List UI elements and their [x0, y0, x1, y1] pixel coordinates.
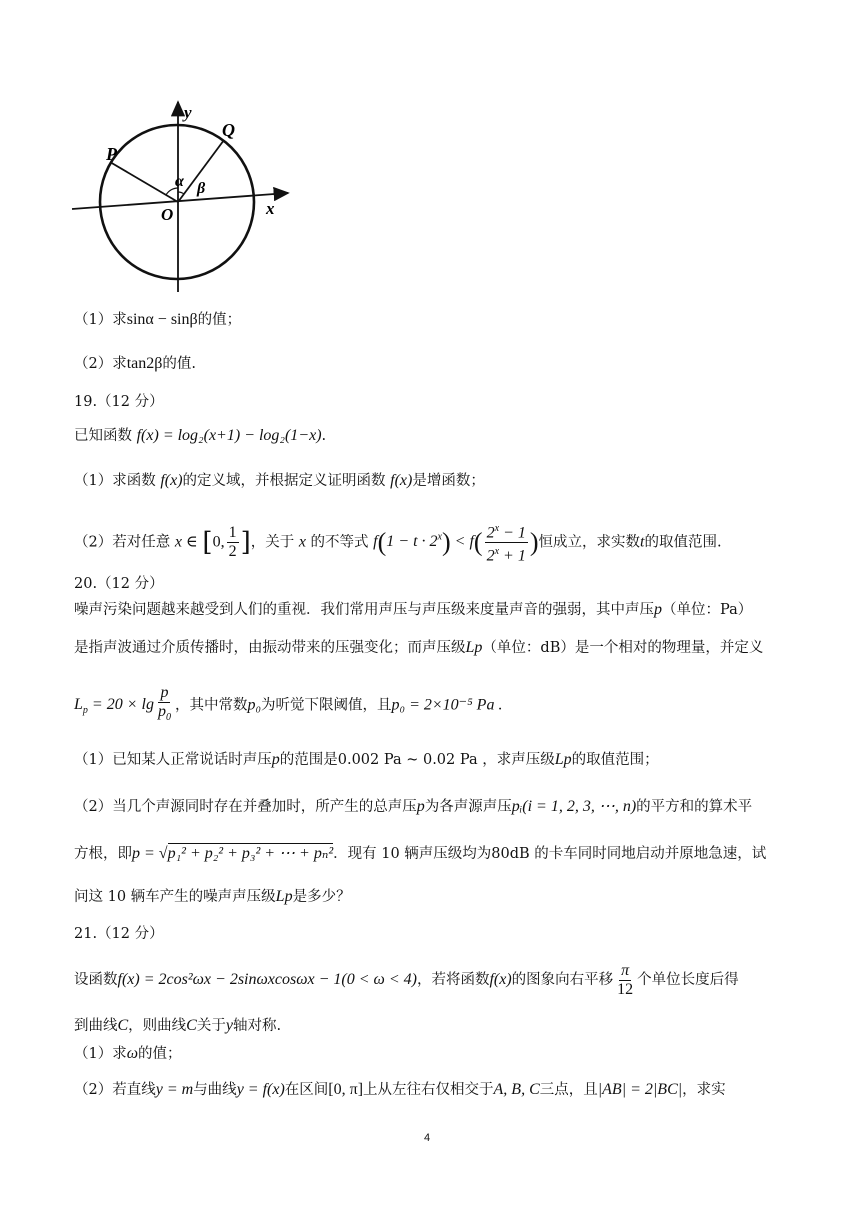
bracket-right: ]: [240, 527, 251, 558]
q19-header: 19.（12 分）: [74, 394, 164, 410]
q20-part2-cont: [74, 844, 766, 864]
q21-p2-text-d: 上从左往右仅相交于: [363, 1082, 494, 1098]
q19-part2: [74, 518, 722, 565]
q21-stem-text-c: 的图象向右平移: [511, 972, 614, 988]
q19-p1-text-a: （1）求函数: [74, 473, 156, 489]
q21-l2-text-c: 关于: [196, 1018, 226, 1034]
q19-stem: [74, 426, 326, 446]
q21-p1-omega: ω: [126, 1045, 139, 1062]
q19-p2-x: x: [298, 533, 306, 551]
q19-stem-suffix: .: [321, 428, 327, 444]
q21-l2-c2: C: [186, 1017, 197, 1034]
q21-p2-text-f: ，求实: [682, 1082, 726, 1098]
q21-stem-text-a: 设函数: [74, 972, 118, 988]
q21-12: 12: [617, 980, 634, 998]
q21-p2-interval: [0, π]: [328, 1081, 364, 1098]
q20-p2-text-c: 的平方和的算术平: [636, 799, 753, 815]
q21-part2: [74, 1080, 726, 1100]
q20-p3-text-a: 方根，即: [74, 846, 132, 862]
q20-p1-p: p: [271, 751, 280, 768]
fraction-half: $\frac{1}{2}$: [228, 523, 237, 560]
radius-op: [110, 162, 178, 202]
q20-l2-text-a: 是指声波通过介质传播时，由振动带来的压强变化；而声压级: [74, 640, 466, 656]
q19-part1: [74, 471, 485, 491]
q20-l3-p0: p₀: [247, 696, 262, 714]
q20-p4-text-b: 是多少？: [292, 889, 351, 905]
q21-p2-text-e: 三点，且: [539, 1082, 598, 1098]
q20-l1-p: p: [654, 601, 662, 618]
q18-part2-expr: tan2β: [126, 355, 163, 372]
q20-p1-text-b: 的范围是0.002 Pa ~ 0.02 Pa ，求声压级: [279, 752, 555, 768]
q20-part2-end: [74, 887, 351, 907]
q21-stem-text-d: 个单位长度后得: [637, 972, 739, 988]
sqrt-sign: √: [158, 845, 168, 862]
q21-header: 21.（12 分）: [74, 926, 164, 942]
q21-stem-text-b: ，若将函数: [416, 972, 490, 988]
q21-p1-text-b: 的值；: [138, 1046, 182, 1062]
q20-l3-p0-value: p₀ = 2×10⁻⁵ Pa .: [391, 696, 503, 714]
q21-p2-text-b: 与曲线: [193, 1082, 237, 1098]
q21-l2-text-b: ，则曲线: [128, 1018, 187, 1034]
label-p: P: [106, 144, 117, 164]
q20-p2-text-a: （2）当几个声源同时存在并叠加时，所产生的总声压: [74, 799, 417, 815]
lp-definition: $L_p = 20 \times \lg$ $\frac{p}{p_0}$: [74, 684, 171, 724]
q20-p2-text-b: 为各声源声压: [424, 799, 512, 815]
q19-p2-text-c: 的不等式: [310, 534, 369, 551]
q21-p1-text-a: （1）求: [74, 1046, 127, 1062]
q20-p1-text-a: （1）已知某人正常说话时声压: [74, 752, 272, 768]
inequality: $f(1 - t \cdot 2^x) < f$( $\frac{2^x - 1}{2^x + 1}$ ): [373, 533, 538, 550]
q20-header: 20.（12 分）: [74, 576, 164, 592]
label-alpha: α: [175, 173, 184, 190]
q19-p1-text-c: 是增函数；: [412, 473, 485, 489]
x-axis: [72, 193, 288, 209]
label-x: x: [266, 199, 275, 218]
q20-l1-text: 噪声污染问题越来越受到人们的重视．我们常用声压与声压级来度量声音的强弱，其中声压: [74, 602, 654, 618]
label-q: Q: [222, 120, 235, 140]
label-y: y: [184, 103, 192, 122]
label-beta: β: [197, 180, 206, 197]
q19-p2-text-d: 恒成立，求实数: [538, 534, 640, 551]
fraction-pi-12: [615, 962, 635, 999]
q18-part1-suffix: 的值；: [197, 312, 242, 328]
q21-stem-fx: f(x): [489, 971, 512, 988]
q20-l2-lp: Lp: [465, 639, 483, 656]
q20-part2: [74, 797, 752, 817]
q18-part2-prefix: （2）求: [74, 356, 127, 372]
q19-p1-fx-2: f(x): [390, 472, 413, 489]
q20-p2-p: p: [416, 798, 425, 815]
q20-p1-lp: Lp: [554, 751, 572, 768]
q19-p1-fx-1: f(x): [160, 472, 183, 489]
q20-l1-unit: （单位：Pa）: [662, 602, 753, 618]
q19-p2-text-a: （2）若对任意: [74, 534, 171, 551]
q18-part1-expr: sinα − sinβ: [126, 311, 198, 328]
q20-p4-text-a: 问这 10 辆车产生的噪声声压级: [74, 889, 276, 905]
q21-p2-condition: |AB| = 2|BC|: [597, 1081, 683, 1098]
q21-function-expr: f(x) = 2cos²ωx − 2sinωxcosωx − 1(0 < ω < 4): [117, 971, 417, 988]
q19-p2-set: x ∈: [174, 533, 198, 551]
interval-zero: 0,: [212, 533, 225, 551]
q20-line3: [74, 684, 502, 731]
q18-part1-prefix: （1）求: [74, 312, 127, 328]
q21-l2-text-a: 到曲线: [74, 1018, 118, 1034]
q21-l2-y: y: [225, 1017, 233, 1034]
q21-p2-yf: y = f(x): [236, 1081, 285, 1098]
q18-part2: [74, 354, 196, 374]
q20-p3-p-eq: p =: [132, 845, 159, 862]
q20-p3-radicand: p₁² + p₂² + p₃² + ⋯ + pₙ²: [167, 845, 334, 862]
q21-l2-c: C: [117, 1017, 129, 1034]
q21-part1: [74, 1044, 182, 1064]
unit-circle-diagram: [66, 96, 296, 296]
q21-stem: [74, 960, 739, 1000]
q21-p2-points: A, B, C: [493, 1081, 540, 1098]
q20-p4-lp: Lp: [275, 888, 293, 905]
q19-p2-text-b: ，关于: [250, 534, 295, 551]
q19-p1-text-b: 的定义域，并根据定义证明函数: [182, 473, 386, 489]
q21-pi: π: [621, 961, 630, 979]
q19-p2-text-e: 的取值范围.: [644, 534, 722, 551]
q21-l2-text-d: 轴对称.: [232, 1018, 282, 1034]
q20-p3-text-b: ．现有 10 辆声压级均为80dB 的卡车同时同地启动并原地急速，试: [333, 846, 767, 862]
q21-line2: [74, 1016, 281, 1036]
q20-l3-text-b: 为听觉下限阈值，且: [261, 697, 392, 714]
page-number: 4: [424, 1132, 431, 1144]
q20-p1-text-c: 的取值范围；: [571, 752, 659, 768]
q21-p2-ym: y = m: [155, 1081, 194, 1098]
q20-p2-index: (i = 1, 2, 3, ⋯, n): [522, 798, 637, 815]
bracket-left: [: [202, 527, 213, 558]
q19-function-expr: f(x) = log₂(x+1) − log₂(1−x): [136, 427, 322, 444]
q20-line1: [74, 600, 752, 620]
q18-part1: [74, 310, 241, 330]
q21-p2-text-a: （2）若直线: [74, 1082, 156, 1098]
q20-part1: [74, 750, 659, 770]
q19-p2-t: t: [640, 533, 645, 551]
q20-l2-text-b: （单位：dB）是一个相对的物理量，并定义: [482, 640, 764, 656]
q18-part2-suffix: 的值.: [162, 356, 197, 372]
q21-p2-text-c: 在区间: [284, 1082, 329, 1098]
q19-stem-prefix: 已知函数: [74, 428, 132, 444]
q20-l3-text-a: ，其中常数: [174, 697, 248, 714]
label-o: O: [161, 205, 174, 224]
q20-line2: [74, 638, 763, 658]
q20-p2-pi: pᵢ: [511, 798, 523, 815]
